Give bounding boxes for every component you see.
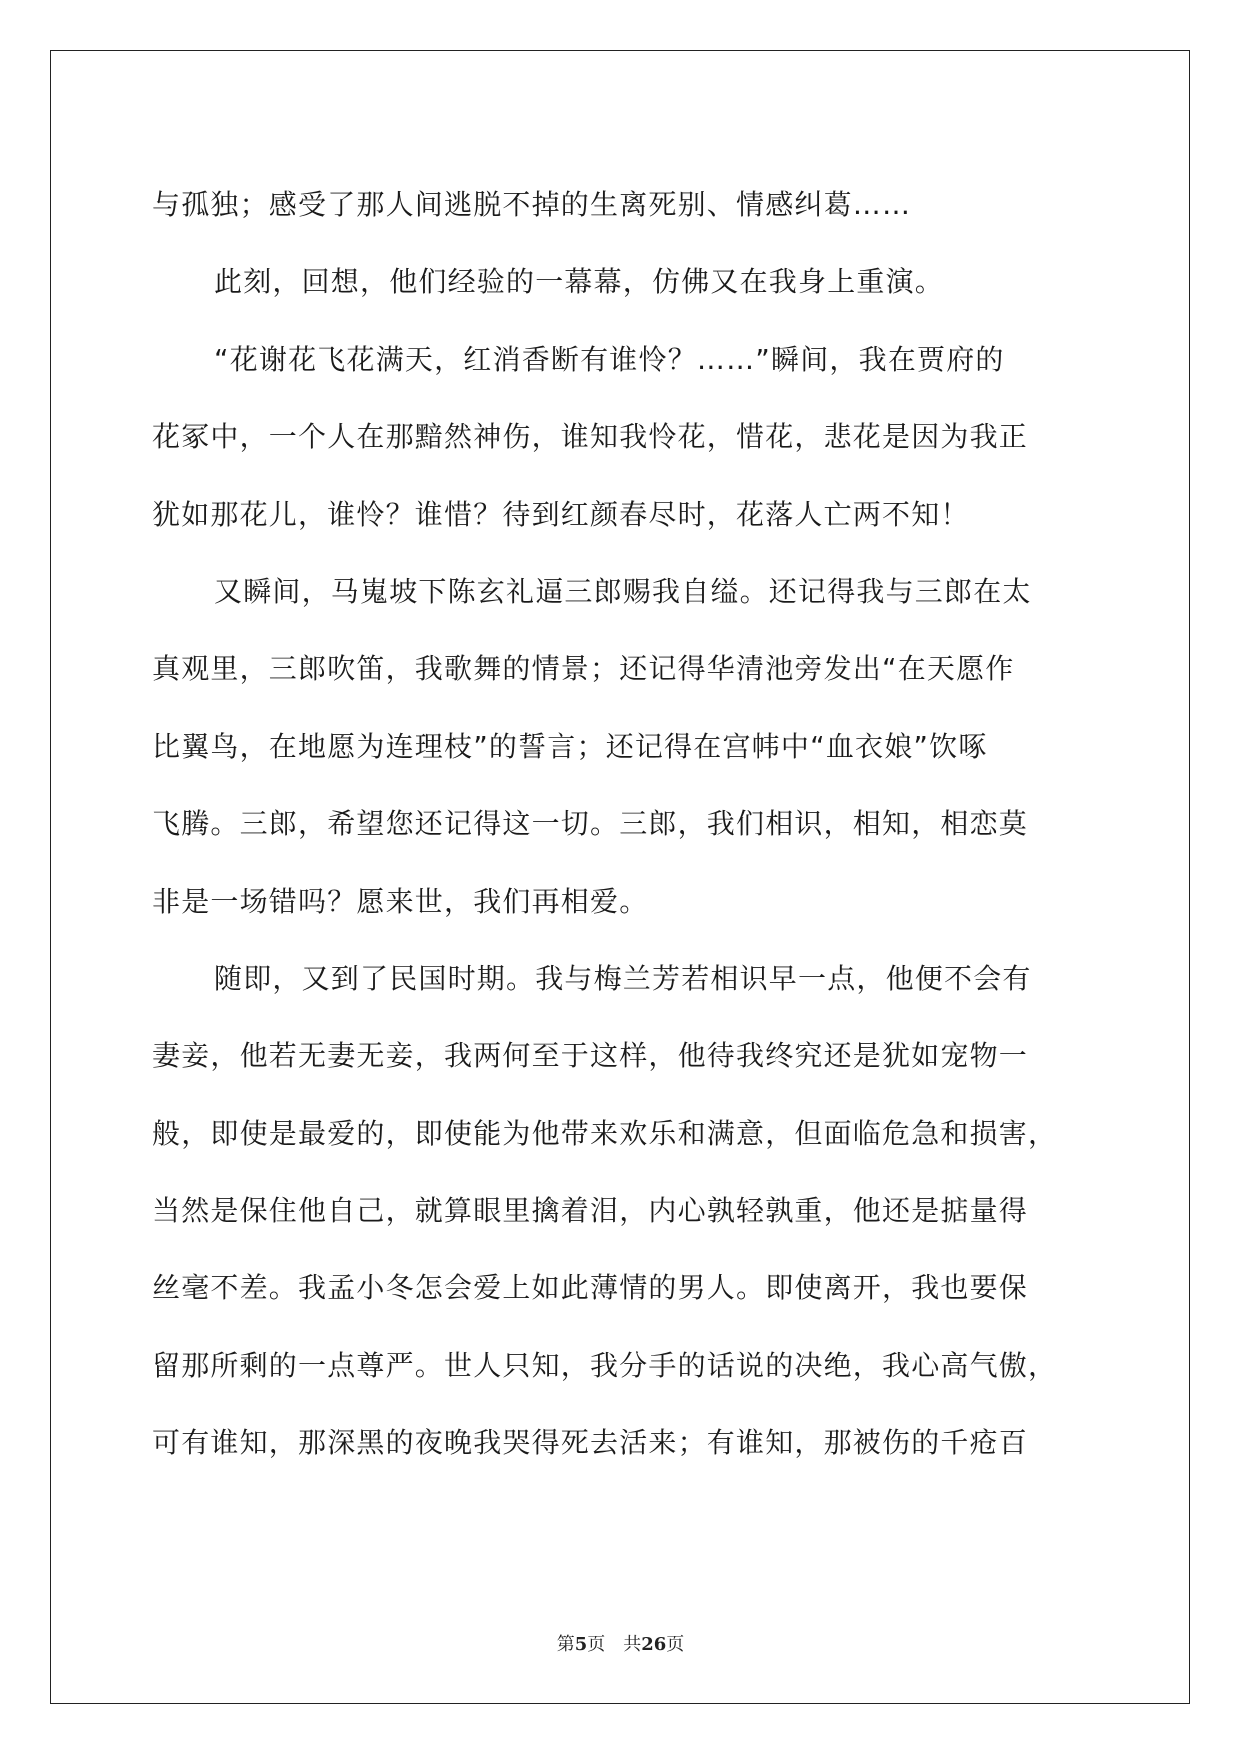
page-number: 5 bbox=[574, 1634, 588, 1655]
text-line: 犹如那花儿，谁怜？谁惜？待到红颜春尽时，花落人亡两不知！ bbox=[152, 497, 970, 531]
text-line: 非是一场错吗？愿来世，我们再相爱。 bbox=[152, 884, 649, 918]
page-footer bbox=[0, 1630, 1241, 1656]
text-line: 比翼鸟，在地愿为连理枝”的誓言；还记得在宫帏中“血衣娘”饮啄 bbox=[152, 729, 988, 763]
page-suffix: 页 bbox=[587, 1634, 606, 1655]
text-line: 丝毫不差。我孟小冬怎会爱上如此薄情的男人。即使离开，我也要保 bbox=[152, 1271, 1029, 1305]
text-line: 可有谁知，那深黑的夜晚我哭得死去活来；有谁知，那被伤的千疮百 bbox=[152, 1426, 1029, 1460]
text-line: 留那所剩的一点尊严。世人只知，我分手的话说的决绝，我心高气傲， bbox=[152, 1348, 1058, 1382]
text-line: 随即，又到了民国时期。我与梅兰芳若相识早一点，他便不会有 bbox=[214, 961, 1032, 995]
total-suffix: 页 bbox=[666, 1634, 685, 1655]
text-line: 与孤独；感受了那人间逃脱不掉的生离死别、情感纠葛…… bbox=[152, 188, 912, 221]
text-line: 当然是保住他自己，就算眼里擒着泪，内心孰轻孰重，他还是掂量得 bbox=[152, 1194, 1029, 1228]
page-prefix: 第 bbox=[556, 1634, 575, 1655]
text-line: 花冢中，一个人在那黯然神伤，谁知我怜花，惜花，悲花是因为我正 bbox=[152, 420, 1029, 454]
total-prefix: 共 bbox=[623, 1634, 642, 1655]
text-line: 妻妾，他若无妻无妾，我两何至于这样，他待我终究还是犹如宠物一 bbox=[152, 1039, 1029, 1073]
text-line: 般，即使是最爱的，即使能为他带来欢乐和满意，但面临危急和损害， bbox=[152, 1116, 1058, 1150]
text-line: 又瞬间，马嵬坡下陈玄礼逼三郎赐我自缢。还记得我与三郎在太 bbox=[214, 574, 1032, 608]
text-line: 此刻，回想，他们经验的一幕幕，仿佛又在我身上重演。 bbox=[214, 265, 945, 299]
body-text bbox=[152, 166, 1092, 1482]
text-line: 真观里，三郎吹笛，我歌舞的情景；还记得华清池旁发出“在天愿作 bbox=[152, 652, 1015, 686]
text-line: 飞腾。三郎，希望您还记得这一切。三郎，我们相识，相知，相恋莫 bbox=[152, 807, 1029, 841]
text-line: “花谢花飞花满天，红消香断有谁怜？……”瞬间，我在贾府的 bbox=[214, 342, 1005, 376]
total-pages: 26 bbox=[641, 1634, 667, 1655]
